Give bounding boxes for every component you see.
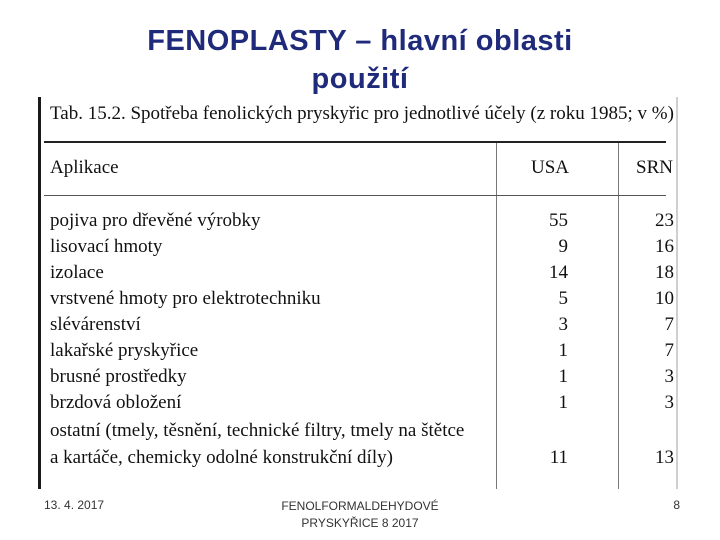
row-usa-value: 1 <box>558 366 568 387</box>
row-label: vrstvené hmoty pro elektrotechniku <box>50 288 321 309</box>
table-row <box>50 392 674 418</box>
scan-right-edge <box>676 97 678 489</box>
row-srn-value: 18 <box>655 262 674 283</box>
header-srn: SRN <box>636 157 673 178</box>
footer-title-line1: FENOLFORMALDEHYDOVÉ <box>281 499 439 513</box>
scan-left-edge <box>38 97 41 489</box>
row-label: lisovací hmoty <box>50 236 163 257</box>
header-aplikace: Aplikace <box>50 157 119 178</box>
row-usa-value: 55 <box>549 210 568 231</box>
table-row <box>50 262 674 288</box>
slide-title-line1: FENOPLASTY – hlavní oblasti <box>147 25 573 57</box>
table-row <box>50 210 674 236</box>
footer-title <box>240 498 480 532</box>
table-row <box>50 314 674 340</box>
row-usa-value: 1 <box>558 340 568 361</box>
row-usa-value: 9 <box>558 236 568 257</box>
row-label: izolace <box>50 262 104 283</box>
table-rule-top <box>44 141 666 143</box>
table-rule-header <box>44 195 666 196</box>
row-srn-value: 3 <box>664 392 674 413</box>
row-srn-value: 7 <box>664 314 674 335</box>
table-row <box>50 366 674 392</box>
footer-page-number: 8 <box>673 498 680 512</box>
table-row <box>50 236 674 262</box>
row-srn-value: 13 <box>655 447 674 468</box>
row-label: slévárenství <box>50 314 141 335</box>
row-usa-value: 3 <box>558 314 568 335</box>
scanned-table-image <box>38 97 678 489</box>
row-usa-value: 5 <box>558 288 568 309</box>
row-usa-value: 14 <box>549 262 568 283</box>
footer-title-line2: PRYSKYŘICE 8 2017 <box>301 516 419 530</box>
row-usa-value: 1 <box>558 392 568 413</box>
row-srn-value: 23 <box>655 210 674 231</box>
table-row <box>50 447 674 473</box>
row-label: a kartáče, chemicky odolné konstrukční díly) <box>50 447 393 468</box>
row-srn-value: 3 <box>664 366 674 387</box>
table-caption: Tab. 15.2. Spotřeba fenolických pryskyřic pro jednotlivé účely (z roku 1985; v %) <box>50 103 674 124</box>
row-srn-value: 10 <box>655 288 674 309</box>
slide-title <box>60 22 660 98</box>
row-label: brusné prostředky <box>50 366 187 387</box>
header-usa: USA <box>531 157 570 178</box>
table-row <box>50 420 666 446</box>
row-label: lakařské pryskyřice <box>50 340 199 361</box>
slide-title-line2: použití <box>311 63 409 95</box>
table-row <box>50 340 674 366</box>
row-srn-value: 16 <box>655 236 674 257</box>
row-label: ostatní (tmely, těsnění, technické filtry, tmely na štětce <box>50 420 465 441</box>
row-srn-value: 7 <box>664 340 674 361</box>
row-label: brzdová obložení <box>50 392 182 413</box>
table-row <box>50 288 674 314</box>
row-usa-value: 11 <box>549 447 568 468</box>
row-label: pojiva pro dřevěné výrobky <box>50 210 261 231</box>
footer-date: 13. 4. 2017 <box>44 498 105 512</box>
